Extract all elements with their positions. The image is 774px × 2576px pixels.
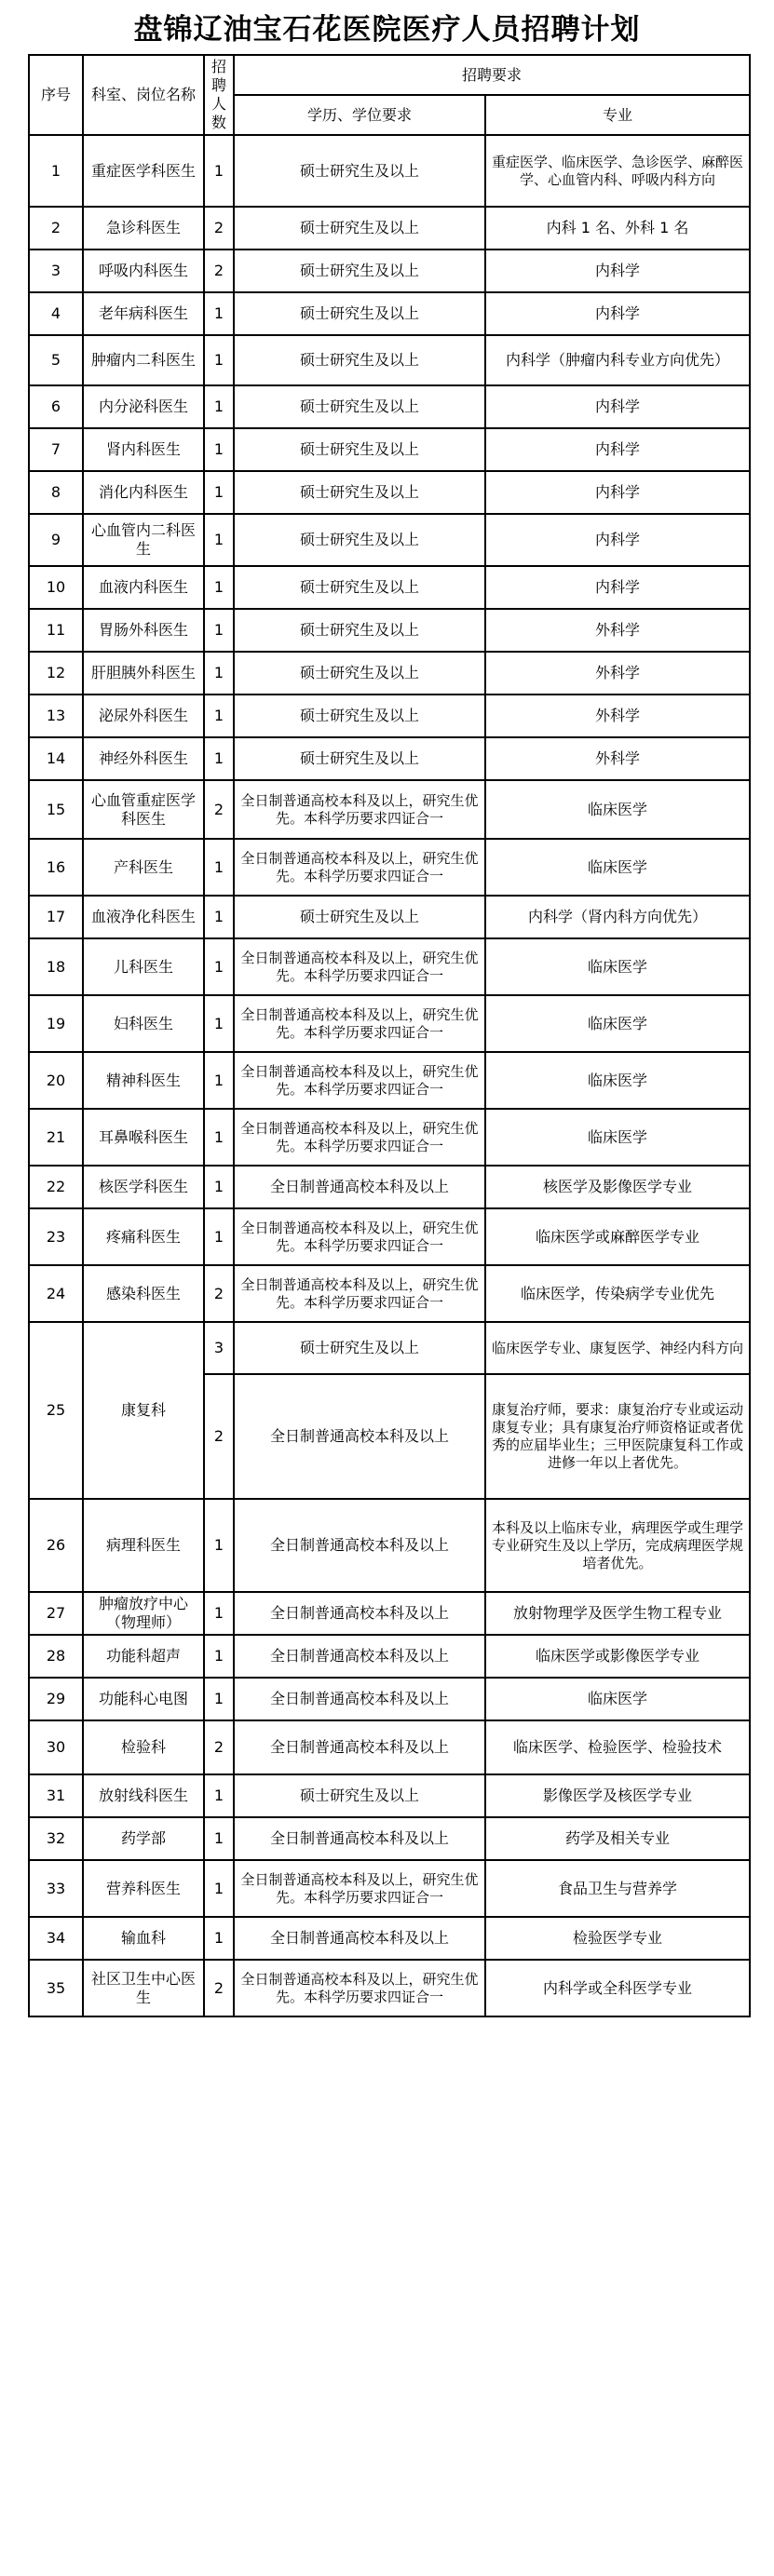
row-education: 硕士研究生及以上 bbox=[234, 292, 485, 335]
row-count: 1 bbox=[204, 1917, 234, 1960]
row-education: 全日制普通高校本科及以上 bbox=[234, 1917, 485, 1960]
row-major: 核医学及影像医学专业 bbox=[485, 1166, 750, 1208]
row-major: 临床医学 bbox=[485, 938, 750, 995]
row-position: 功能科心电图 bbox=[83, 1678, 204, 1720]
table-row bbox=[29, 428, 750, 471]
table-row bbox=[29, 1109, 750, 1166]
row-no: 34 bbox=[29, 1917, 83, 1960]
row-major: 临床医学 bbox=[485, 839, 750, 896]
row-no: 23 bbox=[29, 1208, 83, 1265]
row-education: 硕士研究生及以上 bbox=[234, 695, 485, 737]
row-count: 1 bbox=[204, 695, 234, 737]
row-count: 1 bbox=[204, 1635, 234, 1678]
row-position: 输血科 bbox=[83, 1917, 204, 1960]
row-position: 肿瘤内二科医生 bbox=[83, 335, 204, 385]
row-major: 临床医学、检验医学、检验技术 bbox=[485, 1720, 750, 1774]
row-no: 11 bbox=[29, 609, 83, 652]
table-row bbox=[29, 780, 750, 839]
row-education: 全日制普通高校本科及以上，研究生优先。本科学历要求四证合一 bbox=[234, 938, 485, 995]
row-position: 营养科医生 bbox=[83, 1860, 204, 1917]
row-education: 硕士研究生及以上 bbox=[234, 1774, 485, 1817]
row-no: 35 bbox=[29, 1960, 83, 2016]
row-education: 全日制普通高校本科及以上，研究生优先。本科学历要求四证合一 bbox=[234, 1052, 485, 1109]
row-count: 1 bbox=[204, 1592, 234, 1635]
table-row bbox=[29, 652, 750, 695]
row-count: 1 bbox=[204, 335, 234, 385]
row-count: 2 bbox=[204, 207, 234, 250]
row-major: 内科学（肿瘤内科专业方向优先） bbox=[485, 335, 750, 385]
row-no: 33 bbox=[29, 1860, 83, 1917]
row-no: 32 bbox=[29, 1817, 83, 1860]
row-no: 8 bbox=[29, 471, 83, 514]
row-major: 内科学 bbox=[485, 514, 750, 566]
row-major: 内科学或全科医学专业 bbox=[485, 1960, 750, 2016]
row-count: 1 bbox=[204, 135, 234, 207]
row-major: 食品卫生与营养学 bbox=[485, 1860, 750, 1917]
row-major: 临床医学 bbox=[485, 1052, 750, 1109]
table-row bbox=[29, 1635, 750, 1678]
row-position: 心血管重症医学科医生 bbox=[83, 780, 204, 839]
row-education: 硕士研究生及以上 bbox=[234, 428, 485, 471]
row-position: 病理科医生 bbox=[83, 1499, 204, 1592]
row-position: 疼痛科医生 bbox=[83, 1208, 204, 1265]
row-position: 精神科医生 bbox=[83, 1052, 204, 1109]
row-education: 全日制普通高校本科及以上，研究生优先。本科学历要求四证合一 bbox=[234, 839, 485, 896]
row-education: 硕士研究生及以上 bbox=[234, 896, 485, 938]
row-major: 内科学 bbox=[485, 428, 750, 471]
row-education: 全日制普通高校本科及以上 bbox=[234, 1817, 485, 1860]
row-education: 硕士研究生及以上 bbox=[234, 335, 485, 385]
row-no: 17 bbox=[29, 896, 83, 938]
row-count: 2 bbox=[204, 1960, 234, 2016]
row-count: 1 bbox=[204, 1208, 234, 1265]
table-row bbox=[29, 1052, 750, 1109]
row-count: 2 bbox=[204, 1374, 234, 1499]
row-position: 血液净化科医生 bbox=[83, 896, 204, 938]
row-major: 影像医学及核医学专业 bbox=[485, 1774, 750, 1817]
row-major: 内科学 bbox=[485, 566, 750, 609]
row-position: 内分泌科医生 bbox=[83, 385, 204, 428]
table-row bbox=[29, 385, 750, 428]
row-education: 硕士研究生及以上 bbox=[234, 250, 485, 292]
row-position: 心血管内二科医生 bbox=[83, 514, 204, 566]
row-position: 肿瘤放疗中心（物理师） bbox=[83, 1592, 204, 1635]
row-position: 老年病科医生 bbox=[83, 292, 204, 335]
row-major: 临床医学 bbox=[485, 1109, 750, 1166]
row-major: 临床医学，传染病学专业优先 bbox=[485, 1265, 750, 1322]
header-major: 专业 bbox=[485, 95, 750, 135]
row-education: 硕士研究生及以上 bbox=[234, 737, 485, 780]
header-no: 序号 bbox=[29, 55, 83, 135]
row-count: 1 bbox=[204, 839, 234, 896]
recruitment-table bbox=[28, 54, 751, 2017]
row-education: 全日制普通高校本科及以上 bbox=[234, 1635, 485, 1678]
row-major: 本科及以上临床专业，病理医学或生理学专业研究生及以上学历，完成病理医学规培者优先。 bbox=[485, 1499, 750, 1592]
row-position: 康复科 bbox=[83, 1322, 204, 1499]
row-count: 1 bbox=[204, 385, 234, 428]
row-no: 20 bbox=[29, 1052, 83, 1109]
row-no: 1 bbox=[29, 135, 83, 207]
row-major: 外科学 bbox=[485, 695, 750, 737]
row-count: 1 bbox=[204, 652, 234, 695]
row-education: 硕士研究生及以上 bbox=[234, 609, 485, 652]
row-education: 硕士研究生及以上 bbox=[234, 385, 485, 428]
row-major: 临床医学或麻醉医学专业 bbox=[485, 1208, 750, 1265]
row-no: 5 bbox=[29, 335, 83, 385]
row-no: 18 bbox=[29, 938, 83, 995]
row-position: 肾内科医生 bbox=[83, 428, 204, 471]
table-row bbox=[29, 839, 750, 896]
row-count: 1 bbox=[204, 292, 234, 335]
header-education: 学历、学位要求 bbox=[234, 95, 485, 135]
row-major: 放射物理学及医学生物工程专业 bbox=[485, 1592, 750, 1635]
row-education: 全日制普通高校本科及以上，研究生优先。本科学历要求四证合一 bbox=[234, 1208, 485, 1265]
row-major: 临床医学 bbox=[485, 995, 750, 1052]
row-count: 1 bbox=[204, 1817, 234, 1860]
row-major: 内科学（肾内科方向优先） bbox=[485, 896, 750, 938]
row-no: 19 bbox=[29, 995, 83, 1052]
row-count: 1 bbox=[204, 896, 234, 938]
row-position: 耳鼻喉科医生 bbox=[83, 1109, 204, 1166]
table-row bbox=[29, 1678, 750, 1720]
row-education: 硕士研究生及以上 bbox=[234, 514, 485, 566]
row-count: 2 bbox=[204, 1720, 234, 1774]
row-no: 7 bbox=[29, 428, 83, 471]
table-row bbox=[29, 1265, 750, 1322]
table-row bbox=[29, 1960, 750, 2016]
table-row bbox=[29, 995, 750, 1052]
table-row bbox=[29, 1499, 750, 1592]
row-position: 呼吸内科医生 bbox=[83, 250, 204, 292]
row-education: 全日制普通高校本科及以上 bbox=[234, 1374, 485, 1499]
page-title: 盘锦辽油宝石花医院医疗人员招聘计划 bbox=[133, 12, 641, 47]
row-education: 全日制普通高校本科及以上 bbox=[234, 1678, 485, 1720]
row-education: 硕士研究生及以上 bbox=[234, 1322, 485, 1374]
row-count: 1 bbox=[204, 428, 234, 471]
row-major: 内科学 bbox=[485, 250, 750, 292]
row-position: 胃肠外科医生 bbox=[83, 609, 204, 652]
row-no: 2 bbox=[29, 207, 83, 250]
row-position: 功能科超声 bbox=[83, 1635, 204, 1678]
row-education: 全日制普通高校本科及以上 bbox=[234, 1720, 485, 1774]
table-row bbox=[29, 737, 750, 780]
row-position: 消化内科医生 bbox=[83, 471, 204, 514]
header-count: 招聘人数 bbox=[204, 55, 234, 135]
table-row bbox=[29, 471, 750, 514]
row-position: 神经外科医生 bbox=[83, 737, 204, 780]
row-position: 血液内科医生 bbox=[83, 566, 204, 609]
row-education: 全日制普通高校本科及以上 bbox=[234, 1166, 485, 1208]
table-row bbox=[29, 1592, 750, 1635]
table-row bbox=[29, 514, 750, 566]
row-count: 1 bbox=[204, 938, 234, 995]
row-major: 临床医学 bbox=[485, 780, 750, 839]
row-count: 2 bbox=[204, 780, 234, 839]
header-requirements: 招聘要求 bbox=[234, 55, 750, 95]
row-education: 全日制普通高校本科及以上，研究生优先。本科学历要求四证合一 bbox=[234, 1860, 485, 1917]
row-count: 1 bbox=[204, 609, 234, 652]
table-row bbox=[29, 609, 750, 652]
row-education: 硕士研究生及以上 bbox=[234, 135, 485, 207]
row-education: 全日制普通高校本科及以上，研究生优先。本科学历要求四证合一 bbox=[234, 1960, 485, 2016]
table-row bbox=[29, 1917, 750, 1960]
row-major: 康复治疗师，要求：康复治疗专业或运动康复专业；具有康复治疗师资格证或者优秀的应届毕业生；三甲医院康复科工作或进修一年以上者优先。 bbox=[485, 1374, 750, 1499]
row-count: 1 bbox=[204, 514, 234, 566]
row-major: 临床医学或影像医学专业 bbox=[485, 1635, 750, 1678]
row-no: 16 bbox=[29, 839, 83, 896]
row-position: 急诊科医生 bbox=[83, 207, 204, 250]
row-no: 14 bbox=[29, 737, 83, 780]
row-major: 外科学 bbox=[485, 652, 750, 695]
table-row bbox=[29, 207, 750, 250]
table-row bbox=[29, 135, 750, 207]
row-no: 21 bbox=[29, 1109, 83, 1166]
row-no: 13 bbox=[29, 695, 83, 737]
row-education: 硕士研究生及以上 bbox=[234, 652, 485, 695]
row-major: 外科学 bbox=[485, 609, 750, 652]
table-row bbox=[29, 250, 750, 292]
row-major: 临床医学专业、康复医学、神经内科方向 bbox=[485, 1322, 750, 1374]
row-count: 1 bbox=[204, 995, 234, 1052]
row-no: 4 bbox=[29, 292, 83, 335]
row-no: 10 bbox=[29, 566, 83, 609]
row-education: 全日制普通高校本科及以上，研究生优先。本科学历要求四证合一 bbox=[234, 1109, 485, 1166]
row-position: 社区卫生中心医生 bbox=[83, 1960, 204, 2016]
row-position: 感染科医生 bbox=[83, 1265, 204, 1322]
row-major: 药学及相关专业 bbox=[485, 1817, 750, 1860]
row-major: 临床医学 bbox=[485, 1678, 750, 1720]
row-count: 1 bbox=[204, 471, 234, 514]
row-major: 重症医学、临床医学、急诊医学、麻醉医学、心血管内科、呼吸内科方向 bbox=[485, 135, 750, 207]
table-row bbox=[29, 292, 750, 335]
row-count: 1 bbox=[204, 737, 234, 780]
row-position: 核医学科医生 bbox=[83, 1166, 204, 1208]
row-count: 1 bbox=[204, 1860, 234, 1917]
table-row bbox=[29, 938, 750, 995]
row-no: 9 bbox=[29, 514, 83, 566]
row-count: 1 bbox=[204, 1166, 234, 1208]
row-no: 29 bbox=[29, 1678, 83, 1720]
row-count: 1 bbox=[204, 1678, 234, 1720]
row-no: 15 bbox=[29, 780, 83, 839]
row-count: 2 bbox=[204, 250, 234, 292]
row-major: 检验医学专业 bbox=[485, 1917, 750, 1960]
row-count: 1 bbox=[204, 566, 234, 609]
row-no: 31 bbox=[29, 1774, 83, 1817]
row-education: 硕士研究生及以上 bbox=[234, 566, 485, 609]
row-position: 妇科医生 bbox=[83, 995, 204, 1052]
row-no: 27 bbox=[29, 1592, 83, 1635]
row-position: 产科医生 bbox=[83, 839, 204, 896]
row-position: 检验科 bbox=[83, 1720, 204, 1774]
row-count: 2 bbox=[204, 1265, 234, 1322]
row-count: 3 bbox=[204, 1322, 234, 1374]
table-row bbox=[29, 1720, 750, 1774]
table-row bbox=[29, 1817, 750, 1860]
row-no: 24 bbox=[29, 1265, 83, 1322]
table-row bbox=[29, 1860, 750, 1917]
row-position: 重症医学科医生 bbox=[83, 135, 204, 207]
row-count: 1 bbox=[204, 1052, 234, 1109]
row-major: 内科学 bbox=[485, 292, 750, 335]
table-row bbox=[29, 1774, 750, 1817]
row-major: 内科学 bbox=[485, 471, 750, 514]
row-count: 1 bbox=[204, 1774, 234, 1817]
table-row bbox=[29, 896, 750, 938]
row-no: 22 bbox=[29, 1166, 83, 1208]
row-major: 内科学 bbox=[485, 385, 750, 428]
table-row bbox=[29, 566, 750, 609]
row-position: 儿科医生 bbox=[83, 938, 204, 995]
row-position: 肝胆胰外科医生 bbox=[83, 652, 204, 695]
row-no: 30 bbox=[29, 1720, 83, 1774]
row-education: 全日制普通高校本科及以上，研究生优先。本科学历要求四证合一 bbox=[234, 1265, 485, 1322]
row-education: 全日制普通高校本科及以上 bbox=[234, 1499, 485, 1592]
row-no: 6 bbox=[29, 385, 83, 428]
table-row bbox=[29, 695, 750, 737]
row-education: 硕士研究生及以上 bbox=[234, 207, 485, 250]
row-count: 1 bbox=[204, 1499, 234, 1592]
row-no: 12 bbox=[29, 652, 83, 695]
row-position: 泌尿外科医生 bbox=[83, 695, 204, 737]
row-position: 放射线科医生 bbox=[83, 1774, 204, 1817]
table-row bbox=[29, 335, 750, 385]
row-no: 3 bbox=[29, 250, 83, 292]
header-position: 科室、岗位名称 bbox=[83, 55, 204, 135]
row-education: 全日制普通高校本科及以上，研究生优先。本科学历要求四证合一 bbox=[234, 995, 485, 1052]
table-row bbox=[29, 1166, 750, 1208]
row-education: 全日制普通高校本科及以上 bbox=[234, 1592, 485, 1635]
row-count: 1 bbox=[204, 1109, 234, 1166]
row-major: 内科 1 名、外科 1 名 bbox=[485, 207, 750, 250]
row-education: 全日制普通高校本科及以上，研究生优先。本科学历要求四证合一 bbox=[234, 780, 485, 839]
row-no: 25 bbox=[29, 1322, 83, 1499]
table-body bbox=[29, 135, 750, 2016]
row-position: 药学部 bbox=[83, 1817, 204, 1860]
row-no: 28 bbox=[29, 1635, 83, 1678]
row-major: 外科学 bbox=[485, 737, 750, 780]
row-education: 硕士研究生及以上 bbox=[234, 471, 485, 514]
table-row bbox=[29, 1322, 750, 1374]
row-no: 26 bbox=[29, 1499, 83, 1592]
table-row bbox=[29, 1208, 750, 1265]
